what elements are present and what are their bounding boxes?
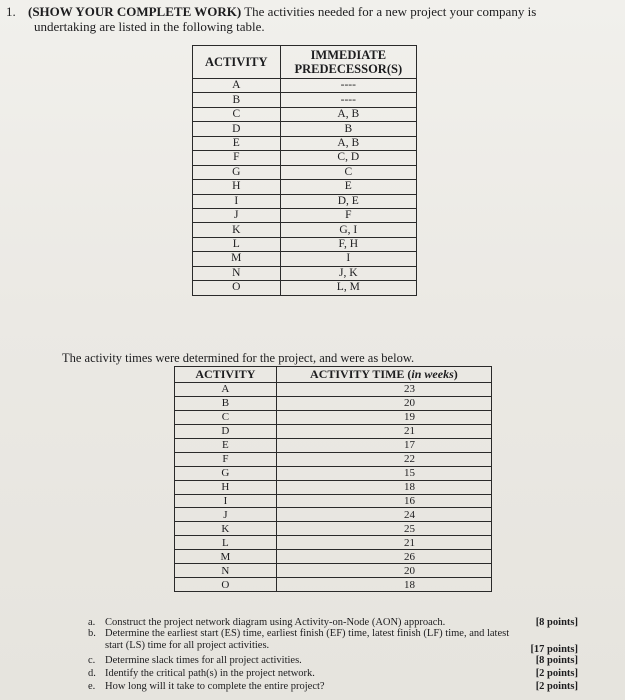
table-row <box>175 424 492 438</box>
activity-cell: H <box>193 180 281 194</box>
table-row <box>175 480 492 494</box>
table-row <box>175 438 492 452</box>
activity-cell: G <box>175 466 277 480</box>
problem-number: 1. <box>6 4 16 19</box>
predecessor-table <box>192 45 417 296</box>
activity-cell: F <box>193 151 281 165</box>
problem-header <box>6 4 618 34</box>
table1-header-predecessors: IMMEDIATE PREDECESSOR(S) <box>280 46 416 79</box>
table-row <box>193 194 417 208</box>
activity-cell: F <box>175 452 277 466</box>
predecessor-cell: I <box>280 252 416 266</box>
table2-header-time: ACTIVITY TIME (in weeks) <box>276 367 491 383</box>
time-cell: 24 <box>276 508 491 522</box>
table-row <box>193 281 417 295</box>
activity-cell: C <box>175 410 277 424</box>
table-row <box>193 79 417 93</box>
table-row <box>175 508 492 522</box>
time-cell: 26 <box>276 550 491 564</box>
activity-cell: D <box>175 424 277 438</box>
time-cell: 16 <box>276 494 491 508</box>
activity-cell: B <box>193 93 281 107</box>
table2-header-activity: ACTIVITY <box>175 367 277 383</box>
activity-cell: A <box>175 383 277 397</box>
table-row <box>193 93 417 107</box>
header-line-1 <box>6 4 618 19</box>
predecessor-cell: F <box>280 208 416 222</box>
predecessor-cell: C <box>280 165 416 179</box>
activity-cell: L <box>175 536 277 550</box>
table-row <box>175 494 492 508</box>
time-cell: 17 <box>276 438 491 452</box>
activity-cell: O <box>175 578 277 592</box>
table-row <box>175 564 492 578</box>
time-cell: 20 <box>276 396 491 410</box>
predecessor-cell: B <box>280 122 416 136</box>
table-row <box>193 223 417 237</box>
activity-times-intro: The activity times were determined for the project, and were as below. <box>62 351 415 365</box>
activity-cell: J <box>193 208 281 222</box>
problem-text-1: The activities needed for a new project your company is <box>244 4 537 19</box>
predecessor-cell: ---- <box>280 79 416 93</box>
table-row <box>175 522 492 536</box>
activity-cell: N <box>175 564 277 578</box>
problem-instruction: (SHOW YOUR COMPLETE WORK) <box>28 4 242 19</box>
activity-cell: A <box>193 79 281 93</box>
table-row <box>175 410 492 424</box>
table-row <box>175 383 492 397</box>
table-row <box>193 165 417 179</box>
activity-cell: H <box>175 480 277 494</box>
time-cell: 18 <box>276 578 491 592</box>
table-row <box>193 151 417 165</box>
predecessor-cell: L, M <box>280 281 416 295</box>
table1-body <box>193 79 417 296</box>
predecessor-cell: D, E <box>280 194 416 208</box>
activity-cell: L <box>193 237 281 251</box>
activity-cell: C <box>193 107 281 121</box>
table-row <box>175 578 492 592</box>
time-cell: 15 <box>276 466 491 480</box>
predecessor-cell: G, I <box>280 223 416 237</box>
time-cell: 19 <box>276 410 491 424</box>
table-row <box>175 466 492 480</box>
table-row <box>193 107 417 121</box>
table-row <box>193 237 417 251</box>
activity-cell: J <box>175 508 277 522</box>
activity-cell: I <box>175 494 277 508</box>
activity-time-table <box>174 366 492 592</box>
activity-cell: D <box>193 122 281 136</box>
activity-cell: I <box>193 194 281 208</box>
table-row <box>175 536 492 550</box>
time-cell: 21 <box>276 536 491 550</box>
table-row <box>193 252 417 266</box>
problem-text-2: undertaking are listed in the following table. <box>34 19 265 34</box>
activity-cell: M <box>175 550 277 564</box>
table-row <box>193 122 417 136</box>
activity-cell: B <box>175 396 277 410</box>
predecessor-cell: C, D <box>280 151 416 165</box>
time-cell: 25 <box>276 522 491 536</box>
predecessor-cell: J, K <box>280 266 416 280</box>
activity-cell: E <box>193 136 281 150</box>
predecessor-cell: ---- <box>280 93 416 107</box>
table-row <box>193 266 417 280</box>
predecessor-cell: F, H <box>280 237 416 251</box>
time-cell: 22 <box>276 452 491 466</box>
table-row <box>175 452 492 466</box>
time-cell: 18 <box>276 480 491 494</box>
table-row <box>175 396 492 410</box>
table-row <box>193 180 417 194</box>
predecessor-cell: A, B <box>280 136 416 150</box>
question-b: b. Determine the earliest start (ES) time, earliest finish (EF) time, latest finish (LF) time, and latest start (LS) time for all project activities. [17 points] <box>88 628 578 655</box>
time-cell: 21 <box>276 424 491 438</box>
activity-cell: K <box>175 522 277 536</box>
predecessor-cell: A, B <box>280 107 416 121</box>
activity-cell: E <box>175 438 277 452</box>
predecessor-cell: E <box>280 180 416 194</box>
activity-cell: N <box>193 266 281 280</box>
time-cell: 23 <box>276 383 491 397</box>
activity-cell: G <box>193 165 281 179</box>
activity-cell: O <box>193 281 281 295</box>
table-row <box>175 550 492 564</box>
table1-header-activity: ACTIVITY <box>193 46 281 79</box>
table-row <box>193 136 417 150</box>
table2-body <box>175 383 492 592</box>
activity-cell: M <box>193 252 281 266</box>
table-row <box>193 208 417 222</box>
activity-cell: K <box>193 223 281 237</box>
time-cell: 20 <box>276 564 491 578</box>
